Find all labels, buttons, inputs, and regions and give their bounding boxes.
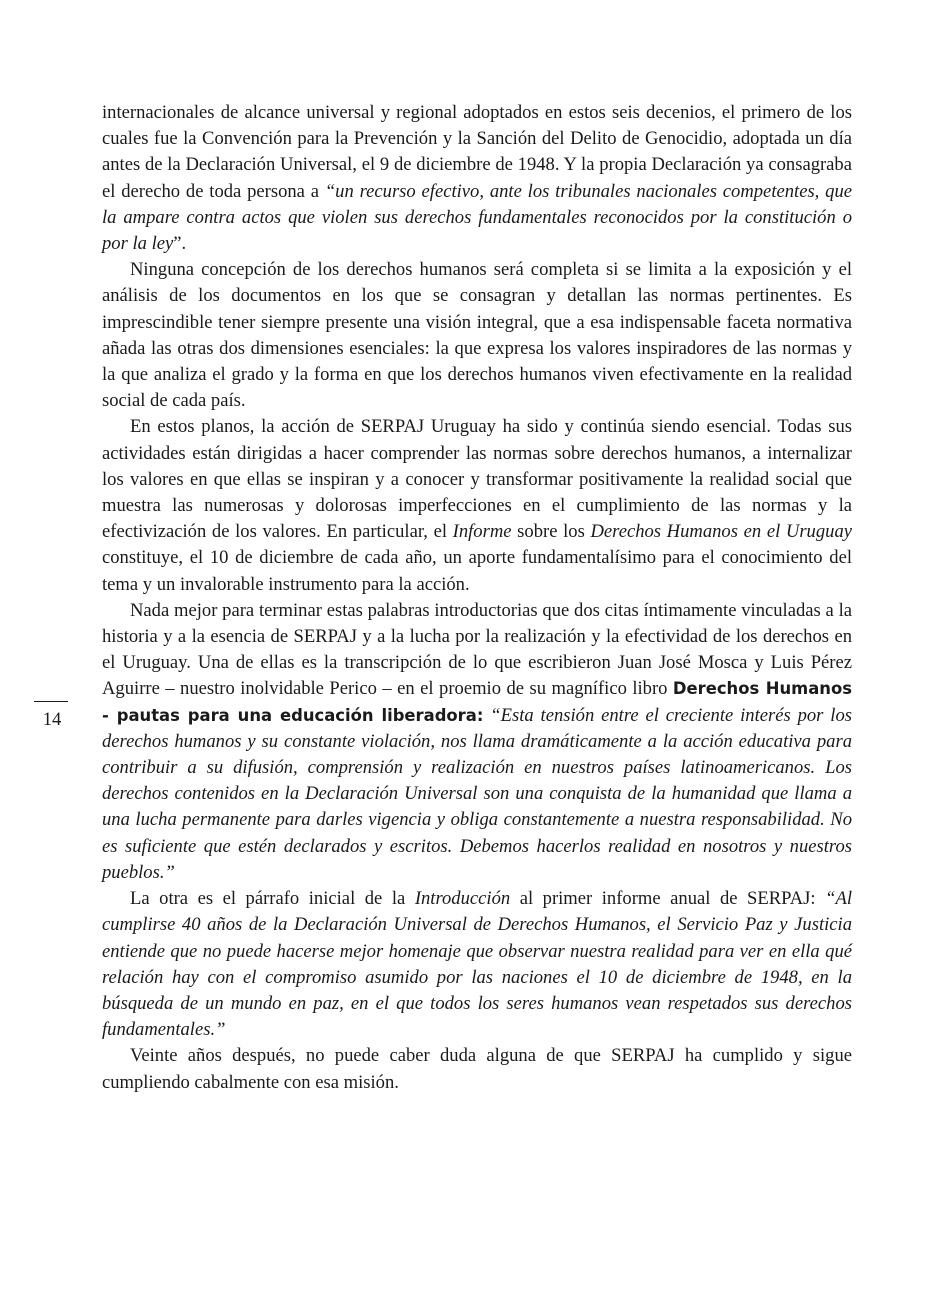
quote-run: “Esta tensión entre el creciente interés por los derechos humanos y su constante violación, nos llama dramáticamente a la acción educativa para contribuir a su difusión, comprensión y realización en nuestros países latinoamericanos. Los derechos contenidos en la Declaración Universal son una conquista de la humanidad que llama a una lucha permanente para darles vigencia y obliga constantemente a nuestra responsabilidad. No es suficiente que estén declarados y escritos. Debemos hacerlos realidad en nosotros y nuestros pueblos.”	[102, 704, 852, 883]
text-run: Veinte años después, no puede caber duda alguna de que SERPAJ ha cumplido y sigue cumpliendo cabalmente con esa misión.	[102, 1045, 852, 1093]
text-run: La otra es el párrafo inicial de la	[130, 888, 415, 910]
body-text	[102, 100, 852, 1096]
book-title-run: Derechos Humanos - pautas para una educación liberadora:	[102, 679, 852, 725]
text-run: Nada mejor para terminar estas palabras introductorias que dos citas íntimamente vinculadas a la historia y a la esencia de SERPAJ y a la lucha por la realización y la efectividad de los derechos en el Uruguay. Una de ellas es la transcripción de lo que escribieron Juan José Mosca y Luis Pérez Aguirre – nuestro inolvidable Perico – en el proemio de su magnífico libro	[102, 599, 852, 700]
text-run: constituye, el 10 de diciembre de cada año, un aporte fundamentalísimo para el conocimiento del tema y un invalorable instrumento para la acción.	[102, 547, 852, 595]
paragraph-5	[102, 886, 852, 1043]
italic-run: Informe	[452, 521, 512, 543]
italic-run: Introducción	[414, 888, 511, 910]
text-run: ”.	[173, 233, 187, 255]
text-run: En estos planos, la acción de SERPAJ Uruguay ha sido y continúa siendo esencial. Todas sus actividades están dirigidas a hacer comprender las normas sobre derechos humanos, a internalizar los valores en que ellas se inspiran y a conocer y transformar positivamente la realidad social que muestra las numerosas y dolorosas imperfecciones en el cumplimiento de las normas y la efectivización de los valores. En particular, el	[102, 416, 852, 543]
paragraph-1	[102, 100, 852, 257]
italic-run: Derechos Humanos en el Uruguay	[590, 521, 852, 543]
page-number: 14	[42, 709, 62, 730]
paragraph-2	[102, 257, 852, 414]
text-run: Ninguna concepción de los derechos humanos será completa si se limita a la exposición y el análisis de los documentos en los que se consagran y detallan las normas pertinentes. Es imprescindible tener siempre presente una visión integral, que a esa indispensable faceta normativa añada las otras dos dimensiones esenciales: la que expresa los valores inspiradores de las normas y la que analiza el grado y la forma en que los derechos humanos viven efectivamente en la realidad social de cada país.	[102, 259, 852, 412]
quote-run: “un recurso efectivo, ante los tribunales nacionales competentes, que la ampare contra actos que violen sus derechos fundamentales reconocidos por la constitución o por la ley	[102, 180, 853, 255]
paragraph-6	[102, 1043, 852, 1095]
page-number-rule	[34, 701, 68, 702]
paragraph-3	[102, 414, 852, 597]
text-run: sobre los	[511, 521, 591, 543]
paragraph-4	[102, 598, 852, 886]
quote-run: “Al cumplirse 40 años de la Declaración Universal de Derechos Humanos, el Servicio Paz y Justicia entiende que no puede hacerse mejor homenaje que observar nuestra realidad para ver en ella qué relación hay con el compromiso asumido por las naciones el 10 de diciembre de 1948, en la búsqueda de un mundo en paz, en el que todos los seres humanos vean respetados sus derechos fundamentales.”	[102, 888, 852, 1041]
text-run: al primer informe anual de SERPAJ:	[510, 888, 826, 910]
text-run: internacionales de alcance universal y regional adoptados en estos seis decenios, el primero de los cuales fue la Convención para la Prevención y la Sanción del Delito de Genocidio, adoptada un día antes de la Declaración Universal, el 9 de diciembre de 1948. Y la propia Declaración ya consagraba el derecho de toda persona a	[102, 102, 852, 202]
